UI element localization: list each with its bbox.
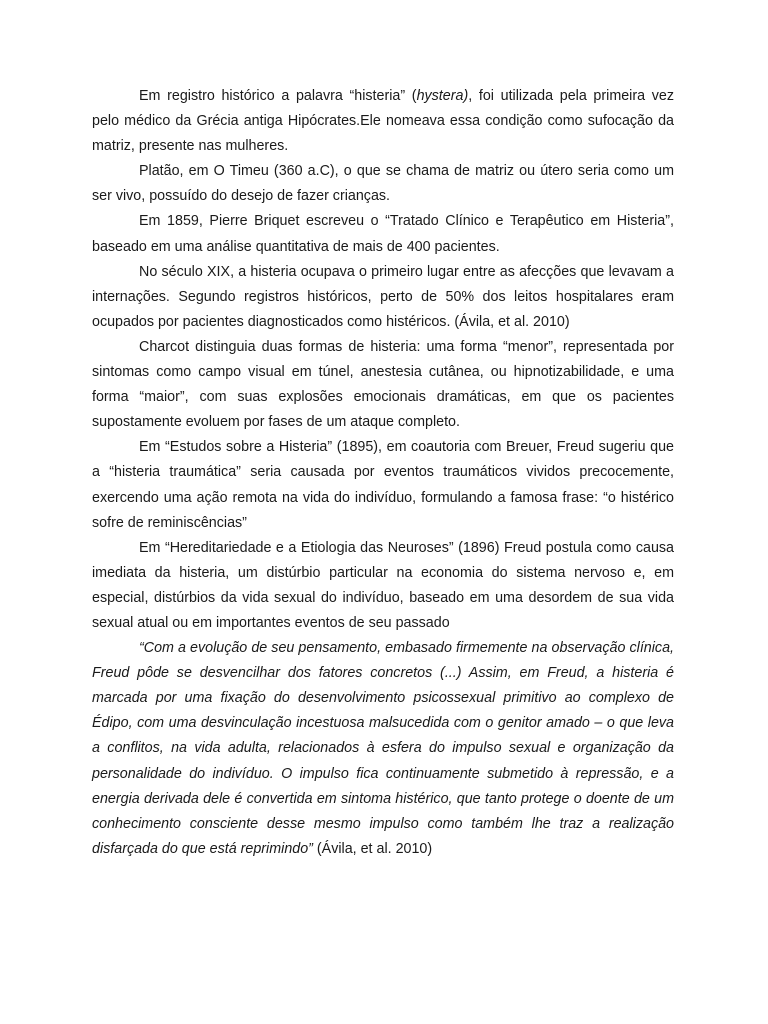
paragraph-briquet: Em 1859, Pierre Briquet escreveu o “Tratado Clínico e Terapêutico em Histeria”, baseado em uma análise quantitativa de mais de 400 pacientes. bbox=[92, 213, 674, 255]
italic-term-hystera: hystera) bbox=[416, 88, 469, 104]
document-page bbox=[92, 84, 674, 862]
paragraph-text: Em registro histórico a palavra “histeria” ( bbox=[139, 88, 417, 104]
paragraph-nineteenth-century: No século XIX, a histeria ocupava o primeiro lugar entre as afecções que levavam a internações. Segundo registros históricos, perto de 50% dos leitos hospitalares eram ocupados por pacientes diagnosticados como histéricos. (Ávila, et al. 2010) bbox=[92, 263, 674, 330]
paragraph-freud-quote bbox=[92, 636, 674, 862]
paragraph-text: , foi utilizada pela primeira vez pelo médico da Grécia antiga Hipócrates.Ele nomeava essa condição como sufocação da matriz, presente nas mulheres. bbox=[92, 88, 674, 155]
italic-quotation: “Com a evolução de seu pensamento, embasado firmemente na observação clínica, Freud pôde se desvencilhar dos fatores concretos (...) Assim, em Freud, a histeria é marcada por uma fixação do desenvolvimento psicossexual primitivo ao complexo de Édipo, com uma desvinculação incestuosa malsucedida com o genitor amado – o que leva a conflitos, na vida adulta, relacionados à esfera do impulso sexual e organização da personalidade do indivíduo. O impulso fica continuamente submetido à repressão, e a energia derivada dele é convertida em sintoma histérico, que tanto protege o doente de um conhecimento consciente desse mesmo impulso como também lhe traz a realização disfarçada do que está reprimindo” bbox=[92, 640, 674, 857]
paragraph-plato: Platão, em O Timeu (360 a.C), o que se chama de matriz ou útero seria como um ser vivo, possuído do desejo de fazer crianças. bbox=[92, 163, 674, 205]
paragraph-studies-on-hysteria: Em “Estudos sobre a Histeria” (1895), em coautoria com Breuer, Freud sugeriu que a “histeria traumática” seria causada por eventos traumáticos vividos precocemente, exercendo uma ação remota na vida do indivíduo, formulando a famosa frase: “o histérico sofre de reminiscências” bbox=[92, 439, 674, 531]
paragraph-charcot: Charcot distinguia duas formas de histeria: uma forma “menor”, representada por sintomas como campo visual em túnel, anestesia cutânea, ou hipnotizabilidade, e uma forma “maior”, com suas explosões emocionais dramáticas, em que os pacientes supostamente evoluem por fases de um ataque completo. bbox=[92, 338, 674, 431]
paragraph-heredity-etiology: Em “Hereditariedade e a Etiologia das Neuroses” (1896) Freud postula como causa imediata da histeria, um distúrbio particular na economia do sistema nervoso e, em especial, distúrbios da vida sexual do indivíduo, baseado em uma desordem de sua vida sexual atual ou em importantes eventos de seu passado bbox=[92, 539, 674, 631]
quote-citation: (Ávila, et al. 2010) bbox=[312, 840, 433, 857]
paragraph-hysteria-origin bbox=[92, 84, 674, 159]
